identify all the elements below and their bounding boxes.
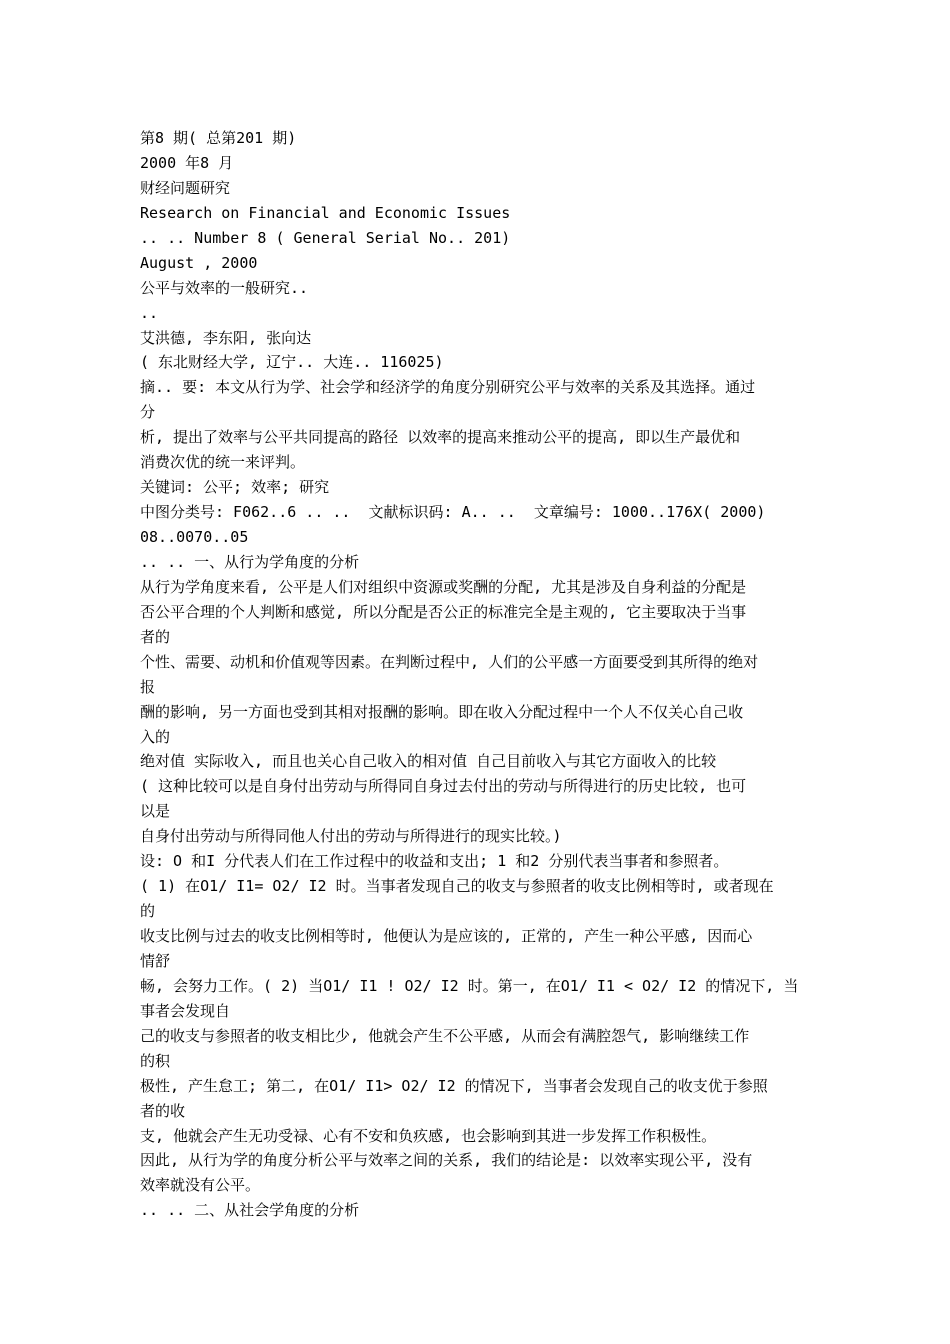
body-line: 的积 (140, 1051, 171, 1070)
body-line: 者的收 (140, 1101, 186, 1120)
body-line: 否公平合理的个人判断和感觉, 所以分配是否公正的标准完全是主观的, 它主要取决于当事 (140, 602, 747, 621)
journal-title-cn: 财经问题研究 (140, 178, 231, 197)
body-line: 以是 (140, 802, 171, 821)
body-line: 酬的影响, 另一方面也受到其相对报酬的影响。即在收入分配过程中一个人不仅关心自己收 (140, 702, 744, 721)
abstract-line: 析, 提出了效率与公平共同提高的路径 以效率的提高来推动公平的提高, 即以生产最优和 (140, 428, 741, 447)
body-line: 报 (140, 677, 156, 696)
body-line: 者的 (140, 627, 171, 646)
issue-date-en: August , 2000 (140, 253, 258, 272)
keywords: 关键词: 公平; 效率; 研究 (140, 478, 330, 497)
body-line: 事者会发现自 (140, 1001, 231, 1020)
authors: 艾洪德, 李东阳, 张向达 (140, 328, 312, 347)
body-line: 绝对值 实际收入, 而且也关心自己收入的相对值 自己目前收入与其它方面收入的比较 (140, 752, 717, 771)
body-line: 情舒 (140, 951, 171, 970)
body-line: 收支比例与过去的收支比例相等时, 他便认为是应该的, 正常的, 产生一种公平感, 因而心 (140, 927, 753, 945)
section-heading: .. .. 一、从行为学角度的分析 (140, 552, 360, 571)
abstract-line: 分 (140, 403, 156, 422)
body-line: 己的收支与参照者的收支相比少, 他就会产生不公平感, 从而会有满腔怨气, 影响继续工作 (140, 1026, 750, 1045)
body-line: 因此, 从行为学的角度分析公平与效率之间的关系, 我们的结论是: 以效率实现公平, 没有 (140, 1151, 753, 1170)
body-line: 支, 他就会产生无功受禄、心有不安和负疚感, 也会影响到其进一步发挥工作积极性。 (140, 1126, 717, 1145)
abstract-line: 消费次优的统一来评判。 (140, 453, 306, 472)
body-line: 个性、需要、动机和价值观等因素。在判断过程中, 人们的公平感一方面要受到其所得的绝对 (140, 652, 759, 671)
body-line: 极性, 产生怠工; 第二, 在O1/ I1> O2/ I2 的情况下, 当事者会发现自己的收支优于参照 (140, 1076, 768, 1095)
classification-line: 中图分类号: F062..6 .. .. 文献标识码: A.. .. 文章编号: 1000..176X( 2000) (140, 503, 766, 522)
body-line: 的 (140, 902, 156, 921)
body-line: 从行为学角度来看, 公平是人们对组织中资源或奖酬的分配, 尤其是涉及自身利益的分配是 (140, 577, 747, 596)
body-line: 入的 (140, 727, 171, 746)
issue-date-line: 2000 年8 月 (140, 153, 234, 172)
journal-title-en: Research on Financial and Economic Issues (140, 203, 511, 222)
body-line: 畅, 会努力工作。( 2) 当O1/ I1 ! O2/ I2 时。第一, 在O1/ I1 < O2/ I2 的情况下, 当 (140, 976, 799, 995)
body-line: ( 1) 在O1/ I1= O2/ I2 时。当事者发现自己的收支与参照者的收支比例相等时, 或者现在 (140, 877, 774, 896)
issue-number-line: 第8 期( 总第201 期) (140, 129, 297, 147)
issue-number-en: .. .. Number 8 ( General Serial No.. 201) (140, 228, 511, 247)
body-line: 自身付出劳动与所得同他人付出的劳动与所得进行的现实比较。) (140, 827, 562, 846)
abstract-line: 摘.. 要: 本文从行为学、社会学和经济学的角度分别研究公平与效率的关系及其选择。通过 (140, 378, 756, 397)
article-title: 公平与效率的一般研究.. (140, 278, 309, 297)
section-heading: .. .. 二、从社会学角度的分析 (140, 1201, 360, 1220)
title-dots: .. (140, 303, 159, 322)
affiliation: ( 东北财经大学, 辽宁.. 大连.. 116025) (140, 353, 444, 372)
body-line: 设: O 和I 分代表人们在工作过程中的收益和支出; 1 和2 分别代表当事者和参照者。 (140, 852, 729, 871)
classification-line: 08..0070..05 (140, 528, 249, 546)
body-line: ( 这种比较可以是自身付出劳动与所得同自身过去付出的劳动与所得进行的历史比较, 也可 (140, 777, 747, 796)
document-page (140, 126, 812, 1223)
body-line: 效率就没有公平。 (140, 1176, 261, 1195)
